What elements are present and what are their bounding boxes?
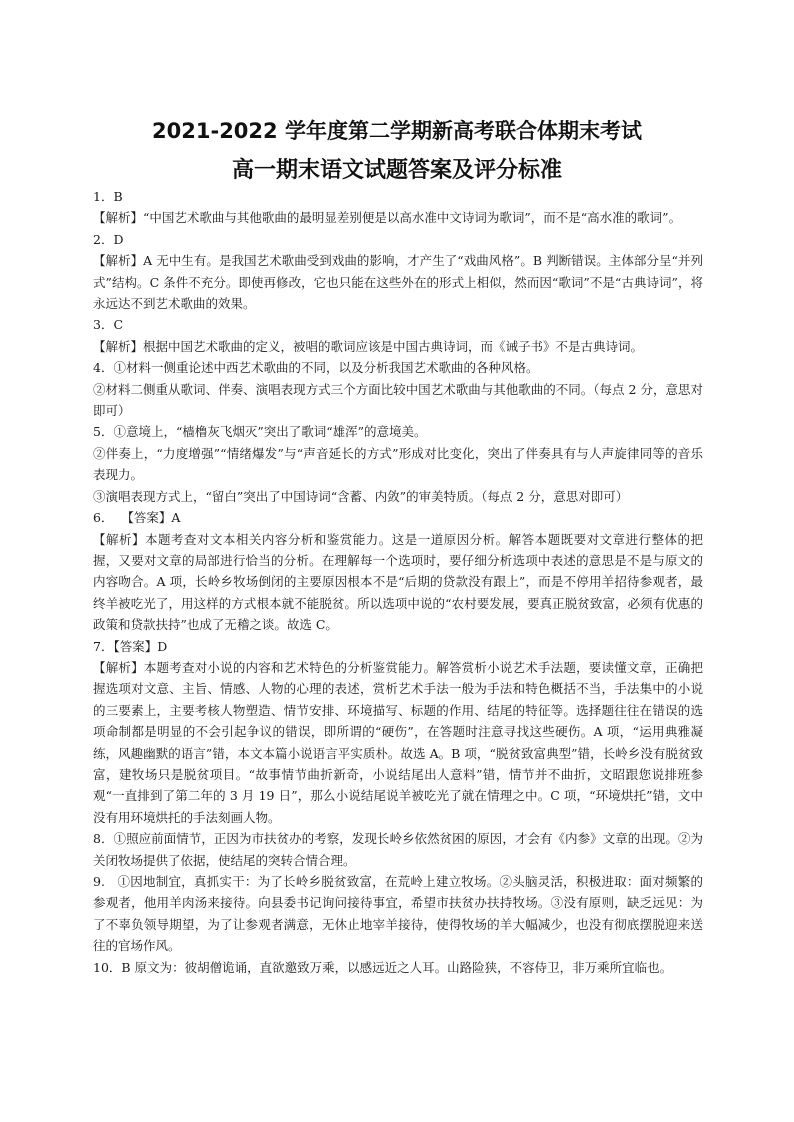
- answer-body: [93, 186, 703, 978]
- analysis-2: 【解析】A 无中生有。是我国艺术歌曲受到戏曲的影响，才产生了“戏曲风格”。B 判断错误。主体部分呈“并列式”结构。C 条件不充分。即使再修改，它也只能在这些外在的形式上相似，然而因“歌词”不是“古典诗词”，将永远达不到艺术歌曲的效果。: [93, 253, 703, 312]
- answer-8: 8．①照应前面情节，正因为市扶贫办的考察，发现长岭乡依然贫困的原因，才会有《内参》文章的出现。②为关闭牧场提供了依据，使结尾的突转合情合理。: [93, 831, 703, 868]
- answer-2: 2．D: [93, 231, 124, 247]
- answer-10: 10．B 原文为：彼胡僧诡诵，直欲邀致万乘，以感远近之人耳。山路险狭，不容侍卫，非万乘所宜临也。: [93, 959, 673, 975]
- answer-9: 9. ①因地制宜，真抓实干：为了长岭乡脱贫致富，在荒岭上建立牧场。②头脑灵活，积极进取：面对频繁的参观者，他用羊肉汤来接待。向县委书记询问接待事宜，希望市扶贫办扶持牧场。③没有原则，缺乏远见：为了不辜负领导期望，为了让参观者满意，无休止地宰羊接待，使得牧场的羊大幅减少，也没有彻底摆脱迎来送往的官场作风。: [93, 874, 703, 954]
- answer-6: 6． 【答案】A: [93, 510, 181, 526]
- answer-3: 3．C: [93, 317, 124, 333]
- exam-title: 2021-2022 学年度第二学期新高考联合体期末考试: [152, 119, 642, 143]
- answer-key-subtitle: 高一期末语文试题答案及评分标准: [231, 158, 562, 183]
- analysis-1: 【解析】“中国艺术歌曲与其他歌曲的最明显差别便是以高水准中文诗词为歌词”，而不是“高水准的歌词”。: [93, 210, 682, 226]
- answer-7: 7．【答案】D: [93, 638, 168, 654]
- analysis-3: 【解析】根据中国艺术歌曲的定义，被唱的歌词应该是中国古典诗词，而《诫子书》不是古典诗词。: [93, 338, 644, 354]
- answer-5-point-2: ②伴奏上，“力度增强”“情绪爆发”与“声音延长的方式”形成对比变化，突出了伴奏具有与人声旋律同等的音乐表现力。: [93, 445, 703, 483]
- analysis-7: 【解析】本题考查对小说的内容和艺术特色的分析鉴赏能力。解答赏析小说艺术手法题，要读懂文章，正确把握选项对文意、主旨、情感、人物的心理的表述，赏析艺术手法一般为手法和特色概括不当，手法集中的小说的三要素上，主要考核人物塑造、情节安排、环境描写、标题的作用、结尾的特征等。选择题往往在错误的选项命制都是明显的不会引起争议的错误，即所谓的“硬伤”，在答题时注意寻找这些硬伤。A 项，“运用典雅凝练，风趣幽默的语言”错，本文本篇小说语言平实质朴。故选 A。B 项，“脱贫致富典型”错，长岭乡没有脱贫致富，建牧场只是脱贫项目。“故事情节曲折新奇，小说结尾出人意料”错，情节并不曲折，文昭跟您说排班参观“一直排到了第二年的 3 月 19 日”，那么小说结尾说羊被吃光了就在情理之中。C 项，“环境烘托”错，文中没有用环境烘托的手法刻画人物。: [93, 659, 703, 825]
- answer-5-point-3: ③演唱表现方式上，“留白”突出了中国诗词“含蓄、内敛”的审美特质。（每点 2 分，意思对即可）: [93, 488, 629, 504]
- analysis-6: 【解析】本题考查对文本相关内容分析和鉴赏能力。这是一道原因分析。解答本题既要对文章进行整体的把握，又要对文章的局部进行恰当的分析。在理解每一个选项时，要仔细分析选项中表述的意思是不是与原文的内容吻合。A 项，长岭乡牧场倒闭的主要原因根本不是“后期的贷款没有跟上”，而是不停用羊招待参观者，最终羊被吃光了，用这样的方式根本就不能脱贫。所以选项中说的“农村要发展，要真正脱贫致富，必须有优惠的政策和贷款扶持”也成了无稽之谈。故选 C。: [93, 531, 703, 633]
- answer-1: 1．B: [93, 189, 123, 204]
- answer-4-point-2: ②材料二侧重从歌词、伴奏、演唱表现方式三个方面比较中国艺术歌曲与其他歌曲的不同。（每点 2 分，意思对即可）: [93, 381, 703, 419]
- answer-4-point-1: 4．①材料一侧重论述中西艺术歌曲的不同，以及分析我国艺术歌曲的各种风格。: [93, 360, 539, 376]
- answer-5-point-1: 5．①意境上，“樯橹灰飞烟灭”突出了歌词“雄浑”的意境美。: [93, 424, 427, 440]
